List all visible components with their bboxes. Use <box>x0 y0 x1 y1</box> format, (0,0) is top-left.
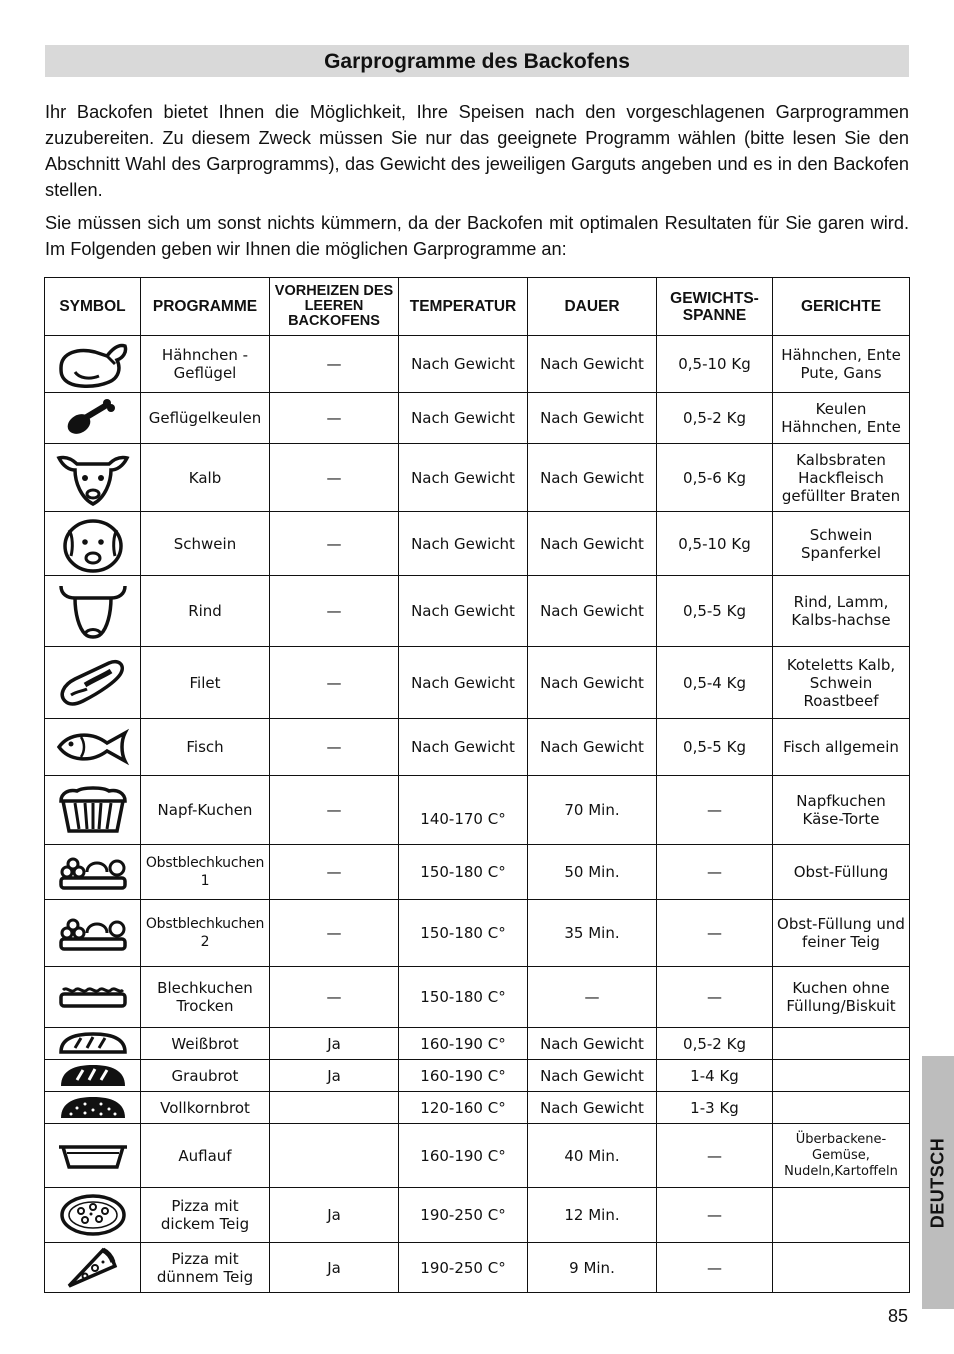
table-row <box>45 1060 910 1092</box>
duration-cell: Nach Gewicht <box>528 1092 657 1124</box>
program-cell: Rind <box>141 576 270 647</box>
duration-cell: Nach Gewicht <box>528 1028 657 1060</box>
symbol-cell <box>45 576 141 647</box>
preheat-cell: — <box>270 336 399 393</box>
weight-cell: 0,5-6 Kg <box>657 444 773 512</box>
duration-cell: Nach Gewicht <box>528 576 657 647</box>
table-row <box>45 1188 910 1243</box>
weight-cell: 0,5-2 Kg <box>657 1028 773 1060</box>
weight-cell: 0,5-10 Kg <box>657 512 773 576</box>
program-cell: Schwein <box>141 512 270 576</box>
duration-cell: — <box>528 967 657 1028</box>
table-row <box>45 900 910 967</box>
symbol-cell <box>45 1188 141 1243</box>
header-dishes: GERICHTE <box>773 278 910 336</box>
chicken-icon <box>55 338 131 390</box>
table-row <box>45 719 910 776</box>
bundt-cake-icon <box>55 785 131 835</box>
header-temperature: TEMPERATUR <box>399 278 528 336</box>
symbol-cell <box>45 845 141 900</box>
symbol-cell <box>45 336 141 393</box>
intro-paragraph-2: Sie müssen sich um sonst nichts kümmern, da der Backofen mit optimalen Resultaten für Sie garen wird. Im Folgenden geben wir Ihnen die möglichen Garprogramme an: <box>45 213 909 259</box>
table-row <box>45 1092 910 1124</box>
header-duration: DAUER <box>528 278 657 336</box>
table-row <box>45 444 910 512</box>
symbol-cell <box>45 719 141 776</box>
symbol-cell <box>45 967 141 1028</box>
duration-cell: Nach Gewicht <box>528 444 657 512</box>
preheat-cell: — <box>270 900 399 967</box>
dishes-cell <box>773 1092 910 1124</box>
duration-cell: 40 Min. <box>528 1124 657 1188</box>
duration-cell: 9 Min. <box>528 1243 657 1293</box>
temperature-cell: Nach Gewicht <box>399 647 528 719</box>
program-cell: Blechkuchen Trocken <box>141 967 270 1028</box>
program-cell: Napf-Kuchen <box>141 776 270 845</box>
symbol-cell <box>45 900 141 967</box>
duration-cell: Nach Gewicht <box>528 512 657 576</box>
page-number: 85 <box>887 1306 908 1326</box>
table-row <box>45 1243 910 1293</box>
weight-cell: 0,5-2 Kg <box>657 393 773 444</box>
intro-text <box>45 99 909 269</box>
dishes-cell: Kalbsbraten Hackfleisch gefüllter Braten <box>773 444 910 512</box>
weight-cell: 0,5-4 Kg <box>657 647 773 719</box>
dishes-cell <box>773 1188 910 1243</box>
casserole-icon <box>55 1139 131 1173</box>
temperature-cell: 120-160 C° <box>399 1092 528 1124</box>
weight-cell: 1-4 Kg <box>657 1060 773 1092</box>
symbol-cell <box>45 1092 141 1124</box>
preheat-cell <box>270 1124 399 1188</box>
temperature-cell: Nach Gewicht <box>399 719 528 776</box>
temperature-cell: Nach Gewicht <box>399 512 528 576</box>
temperature-cell: 160-190 C° <box>399 1124 528 1188</box>
preheat-cell: Ja <box>270 1188 399 1243</box>
program-cell: Obstblechkuchen 2 <box>141 900 270 967</box>
drumstick-icon <box>55 396 131 440</box>
duration-cell: 35 Min. <box>528 900 657 967</box>
program-cell: Vollkornbrot <box>141 1092 270 1124</box>
weight-cell: — <box>657 967 773 1028</box>
thick-pizza-icon <box>55 1193 131 1237</box>
header-symbol: SYMBOL <box>45 278 141 336</box>
program-cell: Kalb <box>141 444 270 512</box>
duration-cell: Nach Gewicht <box>528 393 657 444</box>
preheat-cell: — <box>270 393 399 444</box>
table-row <box>45 647 910 719</box>
duration-cell: Nach Gewicht <box>528 336 657 393</box>
table-row <box>45 512 910 576</box>
table-row <box>45 845 910 900</box>
symbol-cell <box>45 1028 141 1060</box>
preheat-cell: Ja <box>270 1243 399 1293</box>
dishes-cell: Obst-Füllung und feiner Teig <box>773 900 910 967</box>
dishes-cell: Napfkuchen Käse-Torte <box>773 776 910 845</box>
dishes-cell: Rind, Lamm, Kalbs-hachse <box>773 576 910 647</box>
duration-cell: Nach Gewicht <box>528 647 657 719</box>
table-row <box>45 336 910 393</box>
temperature-cell: 190-250 C° <box>399 1243 528 1293</box>
white-bread-icon <box>55 1030 131 1058</box>
preheat-cell: — <box>270 776 399 845</box>
thin-pizza-icon <box>55 1246 131 1290</box>
program-cell: Pizza mit dünnem Teig <box>141 1243 270 1293</box>
temperature-cell: 140-170 C° <box>399 776 528 845</box>
calf-head-icon <box>55 448 131 508</box>
program-cell: Graubrot <box>141 1060 270 1092</box>
header-weight: GEWICHTS- SPANNE <box>657 278 773 336</box>
intro-paragraph-1: Ihr Backofen bietet Ihnen die Möglichkeit, Ihre Speisen nach den vorgeschlagenen Garprogrammen zuzubereiten. Zu diesem Zweck müssen Sie nur das geeignete Programm wählen (bitte lesen Sie den Abschnitt Wahl des Garprogramms), das Gewicht des jeweiligen Garguts angeben und es in den Backofen stellen. <box>45 102 909 200</box>
weight-cell: — <box>657 900 773 967</box>
dishes-cell <box>773 1243 910 1293</box>
program-cell: Auflauf <box>141 1124 270 1188</box>
weight-cell: 0,5-5 Kg <box>657 576 773 647</box>
sheet-cake-icon <box>55 982 131 1012</box>
program-cell: Pizza mit dickem Teig <box>141 1188 270 1243</box>
temperature-cell: Nach Gewicht <box>399 336 528 393</box>
dishes-cell: Hähnchen, Ente Pute, Gans <box>773 336 910 393</box>
weight-cell: — <box>657 845 773 900</box>
symbol-cell <box>45 1060 141 1092</box>
preheat-cell: Ja <box>270 1028 399 1060</box>
program-cell: Hähnchen - Geflügel <box>141 336 270 393</box>
brown-bread-icon <box>55 1062 131 1090</box>
preheat-cell: — <box>270 845 399 900</box>
temperature-cell: 160-190 C° <box>399 1028 528 1060</box>
pig-head-icon <box>55 514 131 574</box>
dishes-cell: Kuchen ohne Füllung/Biskuit <box>773 967 910 1028</box>
symbol-cell <box>45 647 141 719</box>
preheat-cell: — <box>270 444 399 512</box>
dishes-cell <box>773 1060 910 1092</box>
fruit-tray-cake-icon <box>55 850 131 894</box>
dishes-cell <box>773 1028 910 1060</box>
dishes-cell: Keulen Hähnchen, Ente <box>773 393 910 444</box>
temperature-cell: 160-190 C° <box>399 1060 528 1092</box>
dishes-cell: Schwein Spanferkel <box>773 512 910 576</box>
symbol-cell <box>45 1243 141 1293</box>
table-row <box>45 393 910 444</box>
language-tab-label: DEUTSCH <box>927 1137 948 1228</box>
table-header-row <box>45 278 910 336</box>
weight-cell: — <box>657 776 773 845</box>
dishes-cell: Koteletts Kalb, Schwein Roastbeef <box>773 647 910 719</box>
preheat-cell: — <box>270 512 399 576</box>
weight-cell: 0,5-10 Kg <box>657 336 773 393</box>
temperature-cell: 190-250 C° <box>399 1188 528 1243</box>
fish-icon <box>55 725 131 769</box>
program-cell: Filet <box>141 647 270 719</box>
duration-cell: 12 Min. <box>528 1188 657 1243</box>
weight-cell: — <box>657 1188 773 1243</box>
duration-cell: Nach Gewicht <box>528 1060 657 1092</box>
preheat-cell: Ja <box>270 1060 399 1092</box>
weight-cell: 0,5-5 Kg <box>657 719 773 776</box>
temperature-cell: 150-180 C° <box>399 900 528 967</box>
fruit-tray-cake-icon <box>55 911 131 955</box>
fillet-icon <box>55 655 131 711</box>
temperature-cell: Nach Gewicht <box>399 444 528 512</box>
weight-cell: — <box>657 1243 773 1293</box>
table-row <box>45 967 910 1028</box>
program-cell: Fisch <box>141 719 270 776</box>
duration-cell: 50 Min. <box>528 845 657 900</box>
language-tab <box>922 1056 954 1309</box>
preheat-cell: — <box>270 967 399 1028</box>
preheat-cell: — <box>270 647 399 719</box>
temperature-cell: Nach Gewicht <box>399 576 528 647</box>
beef-head-icon <box>55 580 131 642</box>
dishes-cell: Fisch allgemein <box>773 719 910 776</box>
temperature-cell: 150-180 C° <box>399 845 528 900</box>
weight-cell: — <box>657 1124 773 1188</box>
table-row <box>45 1124 910 1188</box>
table-row <box>45 576 910 647</box>
header-programme: PROGRAMME <box>141 278 270 336</box>
symbol-cell <box>45 393 141 444</box>
program-cell: Obstblechkuchen 1 <box>141 845 270 900</box>
temperature-cell: 150-180 C° <box>399 967 528 1028</box>
duration-cell: Nach Gewicht <box>528 719 657 776</box>
section-title: Garprogramme des Backofens <box>45 45 909 77</box>
weight-cell: 1-3 Kg <box>657 1092 773 1124</box>
duration-cell: 70 Min. <box>528 776 657 845</box>
wholegrain-bread-icon <box>55 1094 131 1122</box>
table-row <box>45 1028 910 1060</box>
cooking-programs-table <box>44 277 910 1293</box>
header-preheat: VORHEIZEN DES LEEREN BACKOFENS <box>270 278 399 336</box>
dishes-cell: Überbackene-Gemüse, Nudeln,Kartoffeln <box>773 1124 910 1188</box>
preheat-cell: — <box>270 576 399 647</box>
preheat-cell <box>270 1092 399 1124</box>
symbol-cell <box>45 444 141 512</box>
temperature-cell: Nach Gewicht <box>399 393 528 444</box>
table-row <box>45 776 910 845</box>
symbol-cell <box>45 776 141 845</box>
program-cell: Geflügelkeulen <box>141 393 270 444</box>
preheat-cell: — <box>270 719 399 776</box>
symbol-cell <box>45 512 141 576</box>
symbol-cell <box>45 1124 141 1188</box>
dishes-cell: Obst-Füllung <box>773 845 910 900</box>
program-cell: Weißbrot <box>141 1028 270 1060</box>
